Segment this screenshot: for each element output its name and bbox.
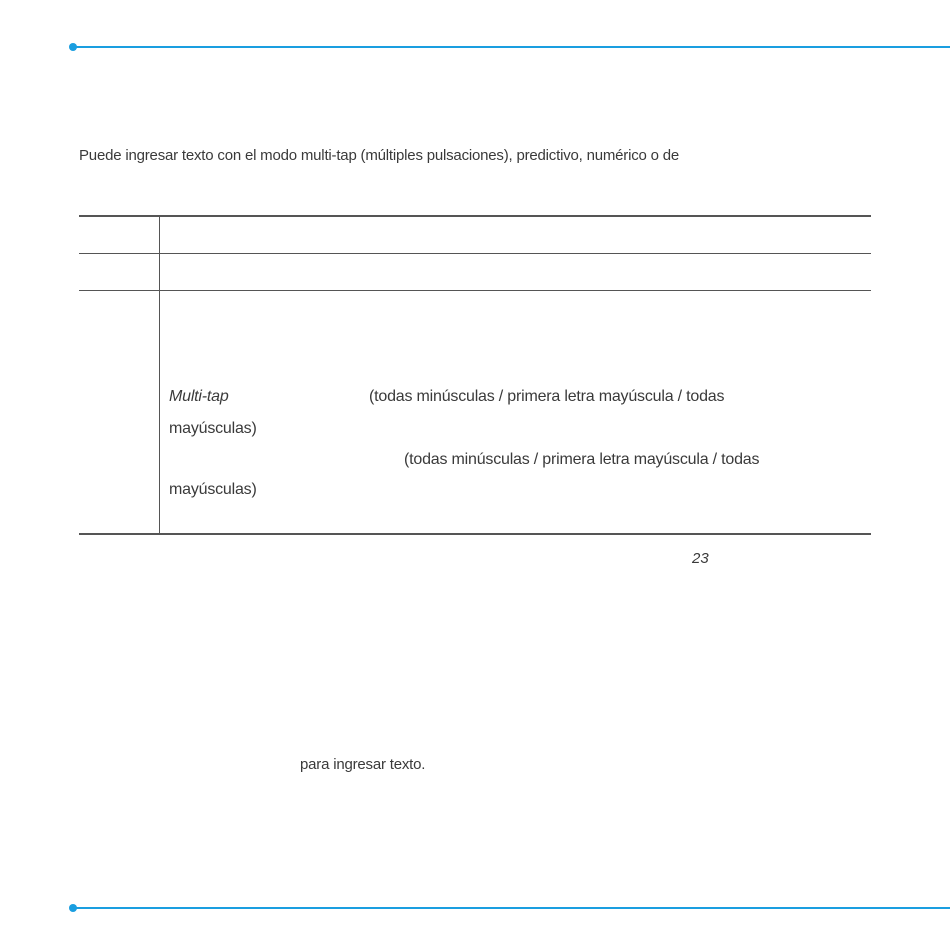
- intro-paragraph: Puede ingresar texto con el modo multi-tap (múltiples pulsaciones), predictivo, numérico o de: [79, 147, 680, 164]
- top-rule-dot: [69, 43, 77, 51]
- bottom-rule-dot: [69, 904, 77, 912]
- multi-tap-case-options-cont: mayúsculas): [169, 420, 257, 437]
- table-row-divider-2: [79, 290, 871, 291]
- multi-tap-case-options: (todas minúsculas / primera letra mayúscula / todas: [369, 388, 725, 405]
- page-number: 23: [692, 550, 709, 567]
- top-accent-rule: [73, 46, 950, 48]
- table-row-divider-1: [79, 253, 871, 254]
- table-column-divider: [159, 216, 160, 534]
- bottom-accent-rule: [73, 907, 950, 909]
- predictive-case-options: (todas minúsculas / primera letra mayúscula / todas: [404, 451, 760, 468]
- table-top-border: [79, 215, 871, 217]
- predictive-case-options-cont: mayúsculas): [169, 481, 257, 498]
- body-text-fragment: para ingresar texto.: [300, 756, 426, 773]
- multi-tap-label: Multi-tap: [169, 388, 229, 405]
- table-bottom-border: [79, 533, 871, 535]
